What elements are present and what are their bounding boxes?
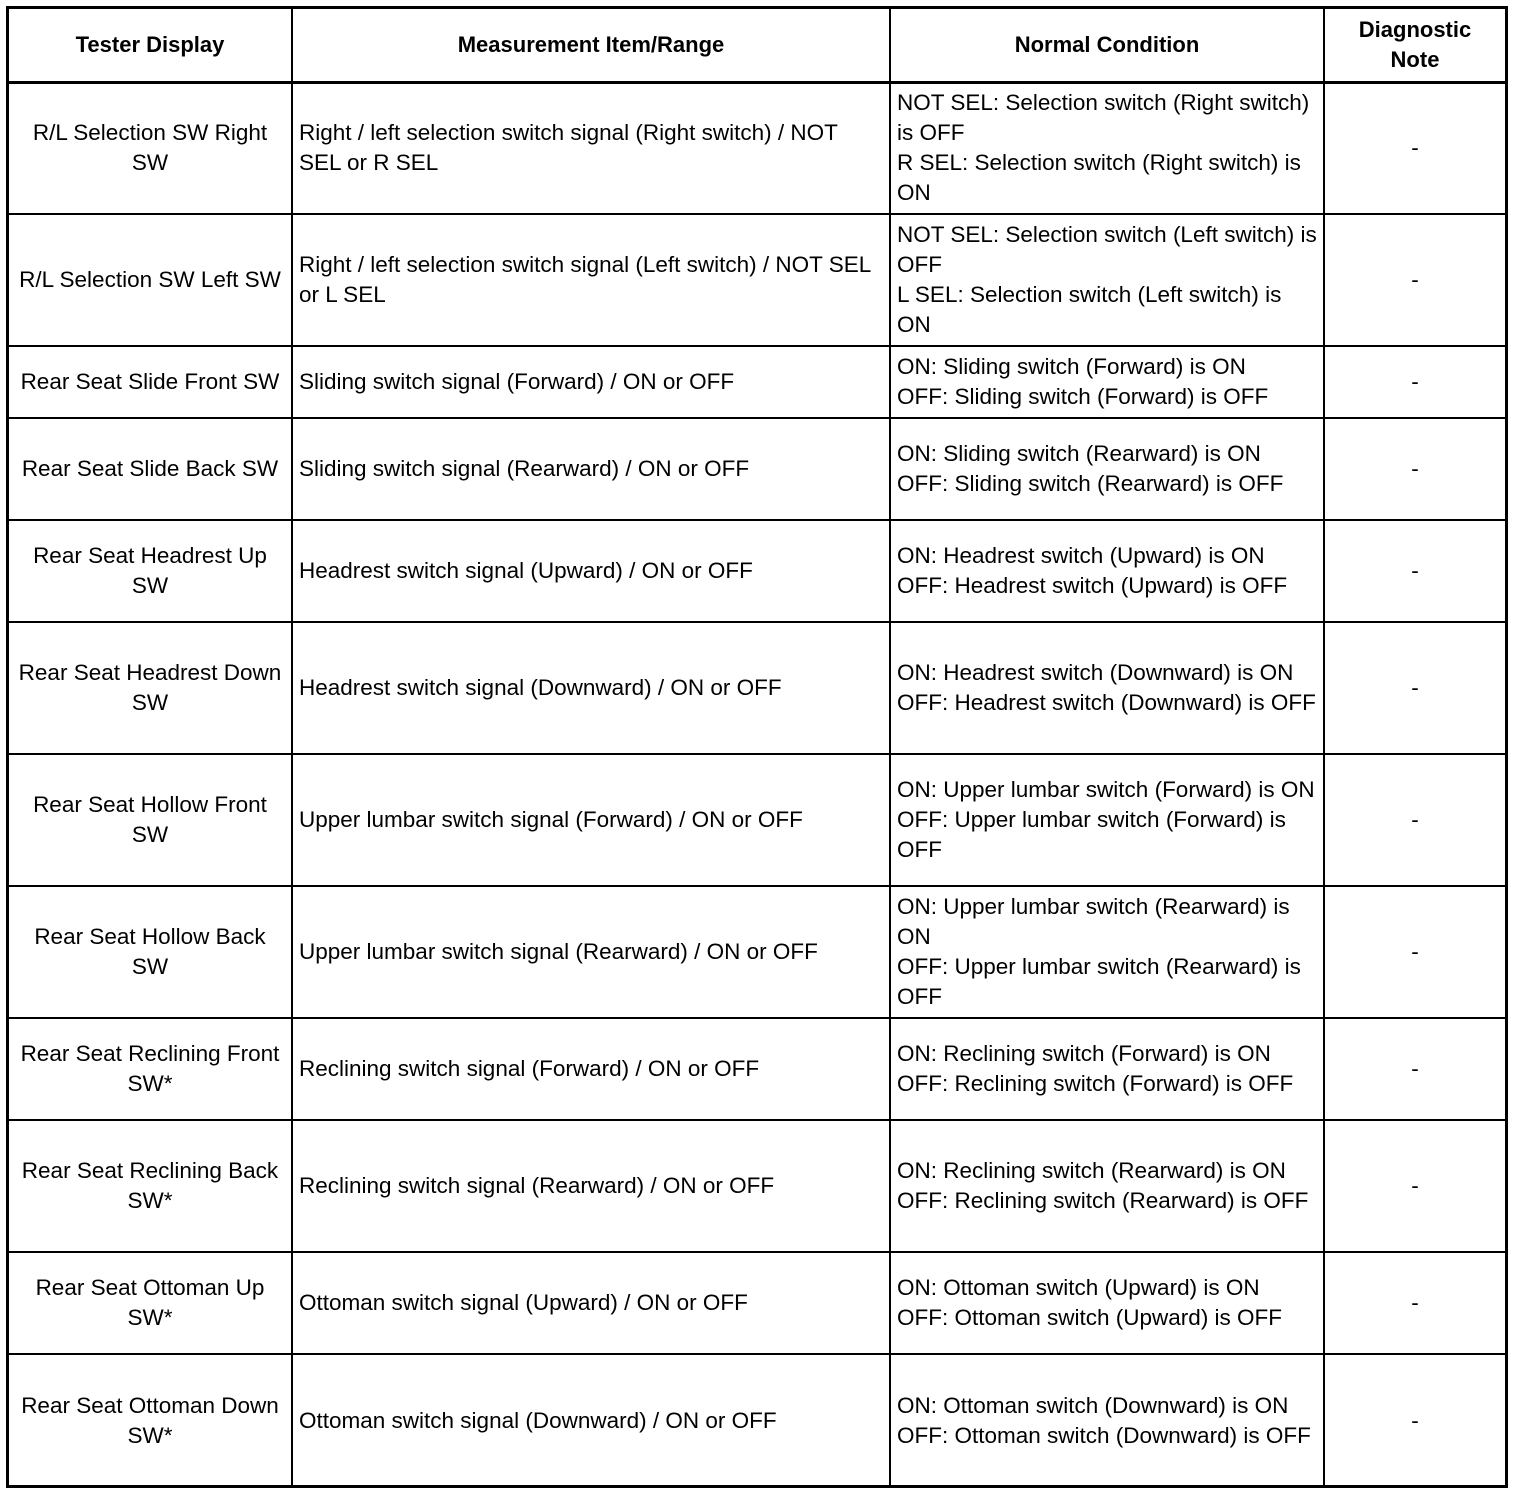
table-row (9, 622, 1505, 754)
diagnostic-note-cell: - (1324, 754, 1505, 886)
normal-condition-cell (890, 622, 1324, 754)
table-row (9, 346, 1505, 418)
tester-display-cell: Rear Seat Slide Front SW (9, 346, 292, 418)
tester-display-cell: Rear Seat Hollow Front SW (9, 754, 292, 886)
normal-condition-line: OFF: Headrest switch (Upward) is OFF (897, 573, 1288, 598)
measurement-cell: Upper lumbar switch signal (Forward) / ON or OFF (292, 754, 890, 886)
normal-condition-line: OFF: Sliding switch (Rearward) is OFF (897, 471, 1284, 496)
measurement-cell: Ottoman switch signal (Upward) / ON or OFF (292, 1252, 890, 1354)
diagnostic-note-cell: - (1324, 622, 1505, 754)
normal-condition-line: OFF: Reclining switch (Rearward) is OFF (897, 1188, 1309, 1213)
table-row (9, 886, 1505, 1018)
diagnostic-note-cell: - (1324, 1354, 1505, 1486)
tester-display-cell: Rear Seat Reclining Front SW* (9, 1018, 292, 1120)
normal-condition-cell (890, 214, 1324, 346)
normal-condition-line: OFF: Ottoman switch (Downward) is OFF (897, 1422, 1311, 1448)
diagnostic-note-cell: - (1324, 346, 1505, 418)
diagnostic-note-cell: - (1324, 1252, 1505, 1354)
tester-display-cell: Rear Seat Headrest Down SW (9, 622, 292, 754)
normal-condition-cell (890, 1120, 1324, 1252)
table-row (9, 520, 1505, 622)
normal-condition-line: NOT SEL: Selection switch (Left switch) is OFF (897, 222, 1317, 277)
data-list-table (9, 9, 1505, 1486)
table-row (9, 1018, 1505, 1120)
diagnostic-note-cell: - (1324, 82, 1505, 214)
tester-display-cell: Rear Seat Ottoman Up SW* (9, 1252, 292, 1354)
normal-condition-cell (890, 346, 1324, 418)
diagnostic-note-cell: - (1324, 520, 1505, 622)
normal-condition-line: NOT SEL: Selection switch (Right switch) is OFF (897, 90, 1310, 146)
tester-display-cell: Rear Seat Slide Back SW (9, 418, 292, 520)
normal-condition-cell (890, 1018, 1324, 1120)
normal-condition-line: ON: Reclining switch (Forward) is ON (897, 1041, 1271, 1066)
diagnostic-note-cell: - (1324, 214, 1505, 346)
tester-display-cell: R/L Selection SW Right SW (9, 82, 292, 214)
data-list-table-frame (6, 6, 1508, 1488)
table-row (9, 214, 1505, 346)
normal-condition-line: OFF: Ottoman switch (Upward) is OFF (897, 1305, 1283, 1330)
normal-condition-line: OFF: Sliding switch (Forward) is OFF (897, 384, 1269, 409)
normal-condition-line: ON: Upper lumbar switch (Forward) is ON (897, 777, 1315, 802)
diagnostic-note-cell: - (1324, 1018, 1505, 1120)
tester-display-cell: Rear Seat Ottoman Down SW* (9, 1354, 292, 1486)
header-measurement-item-range: Measurement Item/Range (292, 9, 890, 82)
measurement-cell: Headrest switch signal (Downward) / ON or OFF (292, 622, 890, 754)
measurement-cell: Right / left selection switch signal (Left switch) / NOT SEL or L SEL (292, 214, 890, 346)
header-tester-display: Tester Display (9, 9, 292, 82)
measurement-cell: Reclining switch signal (Rearward) / ON or OFF (292, 1120, 890, 1252)
diagnostic-note-cell: - (1324, 886, 1505, 1018)
normal-condition-cell (890, 886, 1324, 1018)
measurement-cell: Headrest switch signal (Upward) / ON or OFF (292, 520, 890, 622)
normal-condition-line: ON: Ottoman switch (Upward) is ON (897, 1275, 1260, 1300)
normal-condition-cell (890, 1354, 1324, 1486)
tester-display-cell: Rear Seat Hollow Back SW (9, 886, 292, 1018)
normal-condition-line: OFF: Upper lumbar switch (Forward) is OFF (897, 807, 1286, 862)
diagnostic-note-cell: - (1324, 1120, 1505, 1252)
measurement-cell: Right / left selection switch signal (Right switch) / NOT SEL or R SEL (292, 82, 890, 214)
measurement-cell: Sliding switch signal (Rearward) / ON or OFF (292, 418, 890, 520)
normal-condition-line: L SEL: Selection switch (Left switch) is ON (897, 282, 1282, 337)
normal-condition-line: OFF: Reclining switch (Forward) is OFF (897, 1071, 1294, 1096)
table-row (9, 1354, 1505, 1486)
normal-condition-line: ON: Headrest switch (Upward) is ON (897, 543, 1265, 568)
normal-condition-line: OFF: Headrest switch (Downward) is OFF (897, 690, 1316, 715)
measurement-cell: Upper lumbar switch signal (Rearward) / ON or OFF (292, 886, 890, 1018)
normal-condition-line: R SEL: Selection switch (Right switch) is ON (897, 150, 1301, 206)
measurement-cell: Ottoman switch signal (Downward) / ON or OFF (292, 1354, 890, 1486)
normal-condition-line: ON: Upper lumbar switch (Rearward) is ON (897, 894, 1290, 949)
measurement-cell: Sliding switch signal (Forward) / ON or OFF (292, 346, 890, 418)
normal-condition-line: ON: Headrest switch (Downward) is ON (897, 660, 1294, 685)
normal-condition-line: ON: Reclining switch (Rearward) is ON (897, 1158, 1286, 1183)
table-row (9, 754, 1505, 886)
tester-display-cell: R/L Selection SW Left SW (9, 214, 292, 346)
normal-condition-cell (890, 1252, 1324, 1354)
tester-display-cell: Rear Seat Headrest Up SW (9, 520, 292, 622)
tester-display-cell: Rear Seat Reclining Back SW* (9, 1120, 292, 1252)
measurement-cell: Reclining switch signal (Forward) / ON or OFF (292, 1018, 890, 1120)
normal-condition-cell (890, 754, 1324, 886)
normal-condition-cell (890, 418, 1324, 520)
table-row (9, 418, 1505, 520)
diagnostic-note-cell: - (1324, 418, 1505, 520)
normal-condition-cell (890, 520, 1324, 622)
normal-condition-line: ON: Sliding switch (Forward) is ON (897, 354, 1246, 379)
normal-condition-line: OFF: Upper lumbar switch (Rearward) is OFF (897, 954, 1301, 1009)
normal-condition-line: ON: Ottoman switch (Downward) is ON (897, 1392, 1289, 1418)
header-normal-condition: Normal Condition (890, 9, 1324, 82)
table-row (9, 82, 1505, 214)
normal-condition-line: ON: Sliding switch (Rearward) is ON (897, 441, 1261, 466)
table-row (9, 1120, 1505, 1252)
header-row (9, 9, 1505, 82)
normal-condition-cell (890, 82, 1324, 214)
table-row (9, 1252, 1505, 1354)
header-diagnostic-note: Diagnostic Note (1324, 9, 1505, 82)
